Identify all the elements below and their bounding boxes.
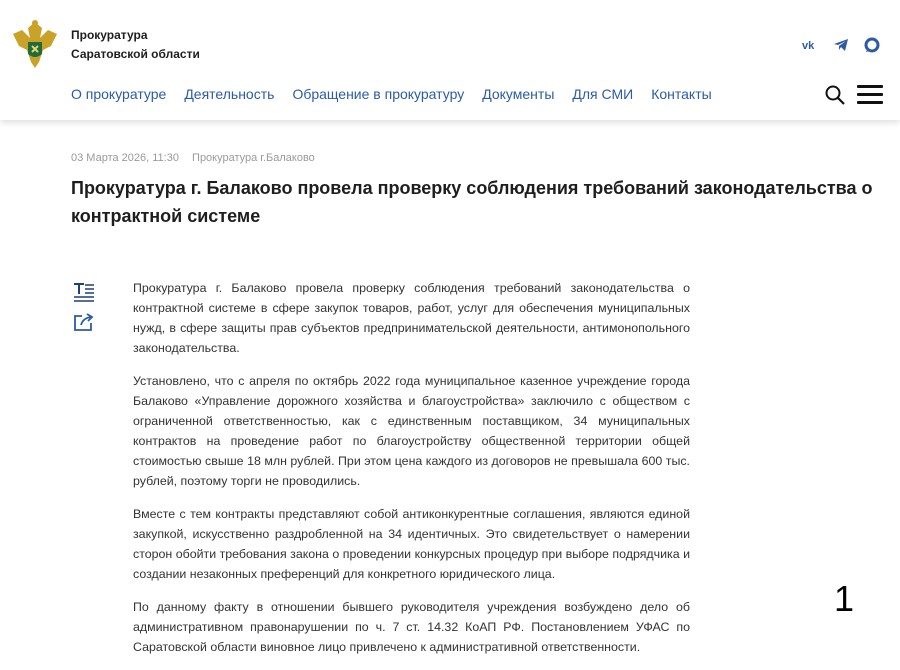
- org-name[interactable]: [71, 26, 200, 64]
- nav-item-about[interactable]: О прокуратуре: [71, 86, 167, 102]
- article-paragraph: Прокуратура г. Балаково провела проверку соблюдения требований законодательства о контрактной системе в сфере закупок товаров, работ, услуг для обеспечения муниципальных нужд, в сфере защиты прав субъектов предпринимательской деятельности, антимонопольного законодательства.: [133, 281, 690, 355]
- article-paragraph: По данному факту в отношении бывшего руководителя учреждения возбуждено дело об административном правонарушении по ч. 7 ст. 14.32 КоАП РФ. Постановлением УФАС по Саратовской области виновное лицо привлечено к административной ответственности.: [133, 600, 690, 654]
- nav-item-media[interactable]: Для СМИ: [572, 86, 634, 102]
- text-size-icon[interactable]: [73, 282, 95, 302]
- article-date: 03 Марта 2026, 11:30: [71, 152, 179, 164]
- article-paragraph: Установлено, что с апреля по октябрь 2022 года муниципальное казенное учреждение города Балаково «Управление дорожного хозяйства и благоустройства» заключило с обществом с ограниченной ответственностью, как с единственным поставщиком, 34 муниципальных контрактов на проведение работ по благоустройству общественной территории общей стоимостью свыше 18 млн рублей. При этом цена каждого из договоров не превышала 600 тыс. рублей, поэтому торги не проводились.: [133, 374, 690, 488]
- search-icon[interactable]: [824, 84, 846, 106]
- site-header: [0, 0, 900, 120]
- nav-item-contacts[interactable]: Контакты: [651, 86, 712, 102]
- article-source: Прокуратура г.Балаково: [192, 152, 315, 164]
- nav-item-appeal[interactable]: Обращение в прокуратуру: [292, 86, 465, 102]
- org-name-line2: Саратовской области: [71, 47, 200, 61]
- vk-icon[interactable]: [800, 36, 820, 54]
- article-meta: [71, 152, 325, 164]
- nav-item-documents[interactable]: Документы: [482, 86, 555, 102]
- main-nav: [71, 86, 730, 102]
- telegram-icon[interactable]: [831, 36, 851, 54]
- svg-text:vk: vk: [802, 40, 815, 50]
- org-name-line1: Прокуратура: [71, 28, 148, 42]
- article-title: Прокуратура г. Балаково провела проверку соблюдения требований законодательства о контрактной системе: [71, 178, 873, 226]
- nav-item-activity[interactable]: Деятельность: [184, 86, 275, 102]
- article-paragraph: Вместе с тем контракты представляют собой антиконкурентные соглашения, являются единой закупкой, искусственно раздробленной на 34 идентичных. Это свидетельствует о намерении сторон обойти требования закона о проведении конкурсных процедур при выборе подрядчика и создании незаконных преференций для конкретного юридического лица.: [133, 507, 690, 581]
- share-icon[interactable]: [73, 312, 95, 332]
- max-icon[interactable]: [862, 36, 882, 54]
- emblem-logo[interactable]: [9, 16, 61, 72]
- hamburger-menu-icon[interactable]: [857, 85, 883, 105]
- article-body: [133, 278, 690, 670]
- page-number: 1: [834, 578, 855, 619]
